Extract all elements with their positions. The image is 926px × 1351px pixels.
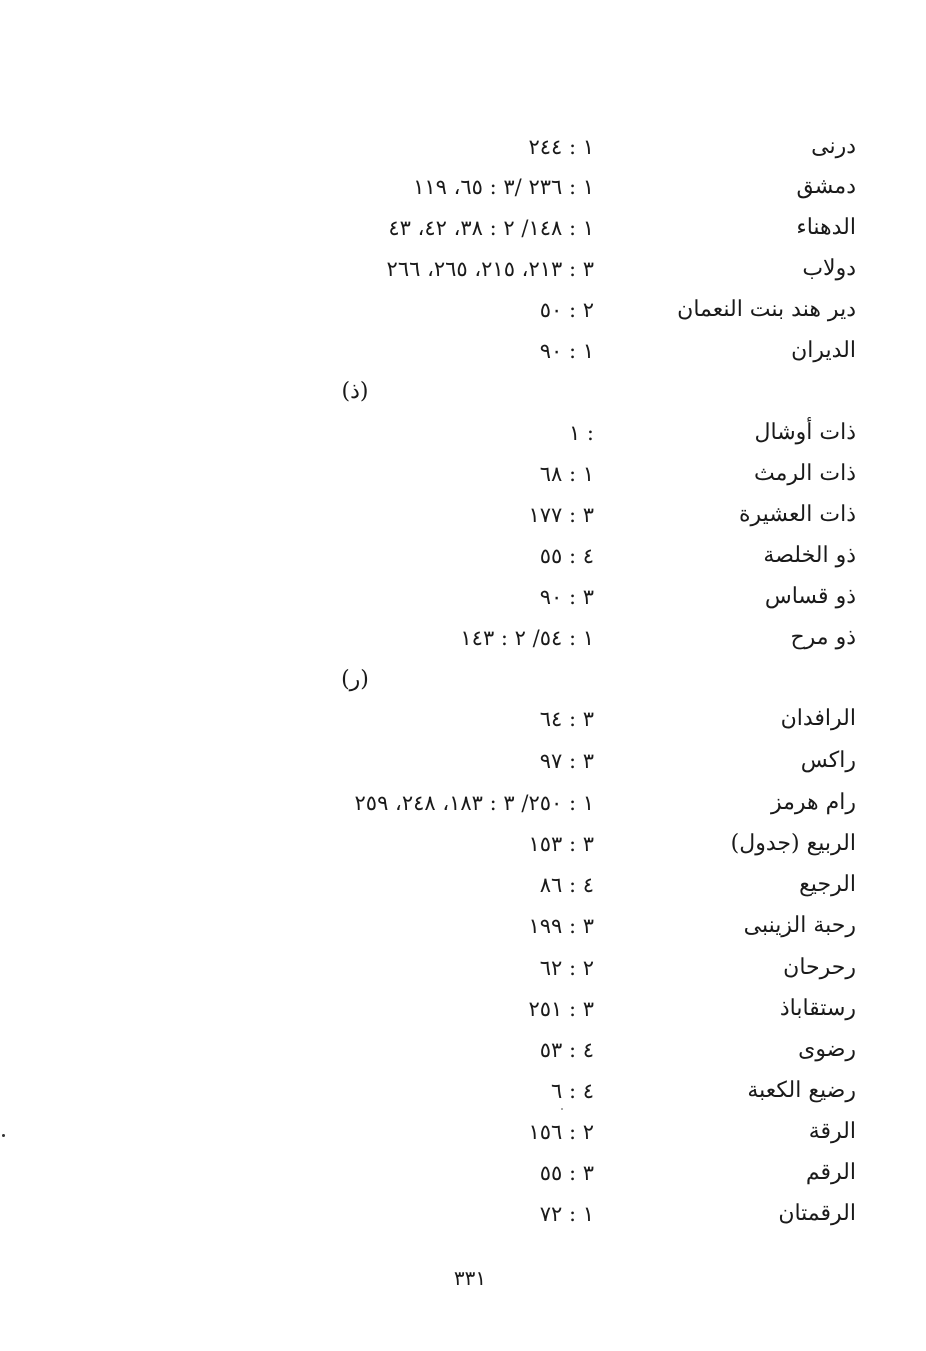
volume-page-refs: ٣ : ١٩٩	[528, 914, 594, 938]
volume-page-refs: ١ : ١٤٨/ ٢ : ٣٨، ٤٢، ٤٣	[388, 216, 594, 240]
section-letter-heading: (ذ)	[341, 379, 369, 404]
index-entry	[0, 1115, 926, 1149]
volume-page-refs: ٢ : ٥٠	[539, 298, 594, 322]
volume-page-refs: ٣ : ٥٥	[539, 1161, 594, 1185]
index-entry	[0, 334, 926, 368]
volume-page-refs: ٤ : ٥٥	[539, 544, 594, 568]
index-entry	[0, 498, 926, 532]
index-entry	[0, 744, 926, 778]
volume-page-refs: ٢ : ٦٢	[539, 956, 594, 980]
volume-page-refs: ٤ : ٥٣	[539, 1038, 594, 1062]
index-entry	[0, 170, 926, 204]
index-entry	[0, 786, 926, 820]
place-name: دولاب	[802, 256, 856, 281]
index-entry	[0, 909, 926, 943]
volume-page-refs: ١ : ٧٢	[539, 1202, 594, 1226]
place-name: ذو الخلصة	[763, 543, 856, 568]
index-entry	[0, 827, 926, 861]
place-name: الرافدان	[780, 706, 856, 731]
place-name: الرجيع	[799, 872, 856, 897]
page-number: ٣٣١	[453, 1266, 487, 1290]
place-name: الرقة	[808, 1119, 856, 1144]
volume-page-refs: ٣ : ٩٧	[539, 749, 594, 773]
place-name: ذو قساس	[764, 584, 856, 609]
index-entry	[0, 211, 926, 245]
index-entry	[0, 130, 926, 164]
volume-page-refs: ٣ : ٢٥١	[528, 997, 594, 1021]
place-name: درنى	[811, 134, 856, 159]
index-entry	[0, 539, 926, 573]
place-name: الرقمتان	[778, 1201, 856, 1226]
index-entry	[0, 293, 926, 327]
index-entry	[0, 580, 926, 614]
section-letter-heading: (ر)	[341, 667, 369, 692]
place-name: ذو مرح	[790, 625, 856, 650]
volume-page-refs: ١ :	[568, 421, 594, 445]
scan-speck	[2, 1134, 5, 1137]
volume-page-refs: ١ : ٢٤٤	[528, 135, 594, 159]
volume-page-refs: ٣ : ٢١٣، ٢١٥، ٢٦٥، ٢٦٦	[386, 257, 594, 281]
index-entry	[0, 1074, 926, 1108]
index-entry	[0, 1156, 926, 1190]
index-entry	[0, 416, 926, 450]
scan-speck	[561, 1108, 563, 1110]
index-entry	[0, 1197, 926, 1231]
place-name: رام هرمز	[770, 790, 856, 815]
place-name: رضيع الكعبة	[747, 1078, 856, 1103]
place-name: رحبة الزينبى	[743, 913, 856, 938]
volume-page-refs: ٢ : ١٥٦	[528, 1120, 594, 1144]
volume-page-refs: ١ : ٥٤/ ٢ : ١٤٣	[460, 626, 594, 650]
index-entry	[0, 457, 926, 491]
index-entry	[0, 252, 926, 286]
place-name: دمشق	[796, 174, 856, 199]
place-name: راكس	[800, 748, 856, 773]
volume-page-refs: ٤ : ٨٦	[539, 873, 594, 897]
volume-page-refs: ١ : ٢٣٦ /٣ : ٦٥، ١١٩	[413, 175, 594, 199]
place-name: الرقم	[805, 1160, 856, 1185]
index-entry	[0, 702, 926, 736]
index-entry	[0, 868, 926, 902]
index-entry	[0, 621, 926, 655]
place-name: دير هند بنت النعمان	[677, 297, 856, 322]
volume-page-refs: ٤ : ٦	[551, 1079, 594, 1103]
place-name: رحرحان	[783, 955, 856, 980]
volume-page-refs: ٣ : ١٥٣	[528, 832, 594, 856]
volume-page-refs: ١ : ٩٠	[539, 339, 594, 363]
volume-page-refs: ٣ : ١٧٧	[528, 503, 594, 527]
place-name: ذات أوشال	[754, 420, 856, 445]
index-entry	[0, 992, 926, 1026]
place-name: رستقاباذ	[779, 996, 856, 1021]
place-name: ذات الرمث	[754, 461, 856, 486]
volume-page-refs: ١ : ٢٥٠/ ٣ : ١٨٣، ٢٤٨، ٢٥٩	[354, 791, 594, 815]
place-name: ذات العشيرة	[739, 502, 856, 527]
volume-page-refs: ١ : ٦٨	[539, 462, 594, 486]
place-name: رضوى	[798, 1037, 856, 1062]
index-entry	[0, 1033, 926, 1067]
place-name: الديران	[791, 338, 856, 363]
volume-page-refs: ٣ : ٦٤	[539, 707, 594, 731]
place-name: الدهناء	[796, 215, 856, 240]
volume-page-refs: ٣ : ٩٠	[539, 585, 594, 609]
index-entry	[0, 951, 926, 985]
place-name: الربيع (جدول)	[730, 831, 856, 856]
